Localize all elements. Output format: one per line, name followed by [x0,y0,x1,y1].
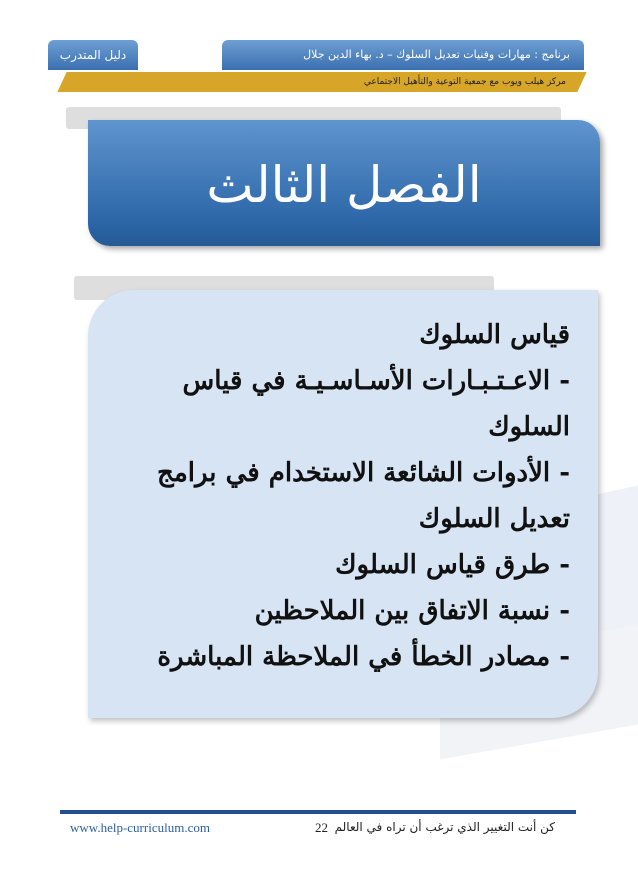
contents-line: تعديل السلوك [418,504,570,534]
page-number: 22 [315,820,328,835]
contents-line: - طرق قياس السلوك [335,550,570,580]
guide-label-tab: دليل المتدرب [48,40,138,70]
contents-line: - الأدوات الشائعة الاستخدام في برامج [157,458,570,488]
contents-line: - نسبة الاتفاق بين الملاحظين [254,596,570,626]
subtitle-text: مركز هيلب ويوب مع جمعية التوعية والتأهيل الاجتماعي [363,77,566,87]
contents-list [108,312,570,680]
contents-line: - الاعـتـبـارات الأسـاسـيـة في قياس [182,366,570,396]
program-title-tab: برنامج : مهارات وفنيات تعديل السلوك – د. بهاء الدين جلال [222,40,584,70]
contents-line: السلوك [488,412,570,442]
chapter-title: الفصل الثالث [206,156,482,214]
footer-website-link[interactable]: www.help-curriculum.com [70,820,210,835]
footer-divider [60,810,576,814]
contents-line: قياس السلوك [419,320,570,350]
footer-quote: كن أنت التغيير الذي ترغب أن تراه في العالم [334,820,555,834]
contents-line: - مصادر الخطأ في الملاحظة المباشرة [157,642,570,672]
